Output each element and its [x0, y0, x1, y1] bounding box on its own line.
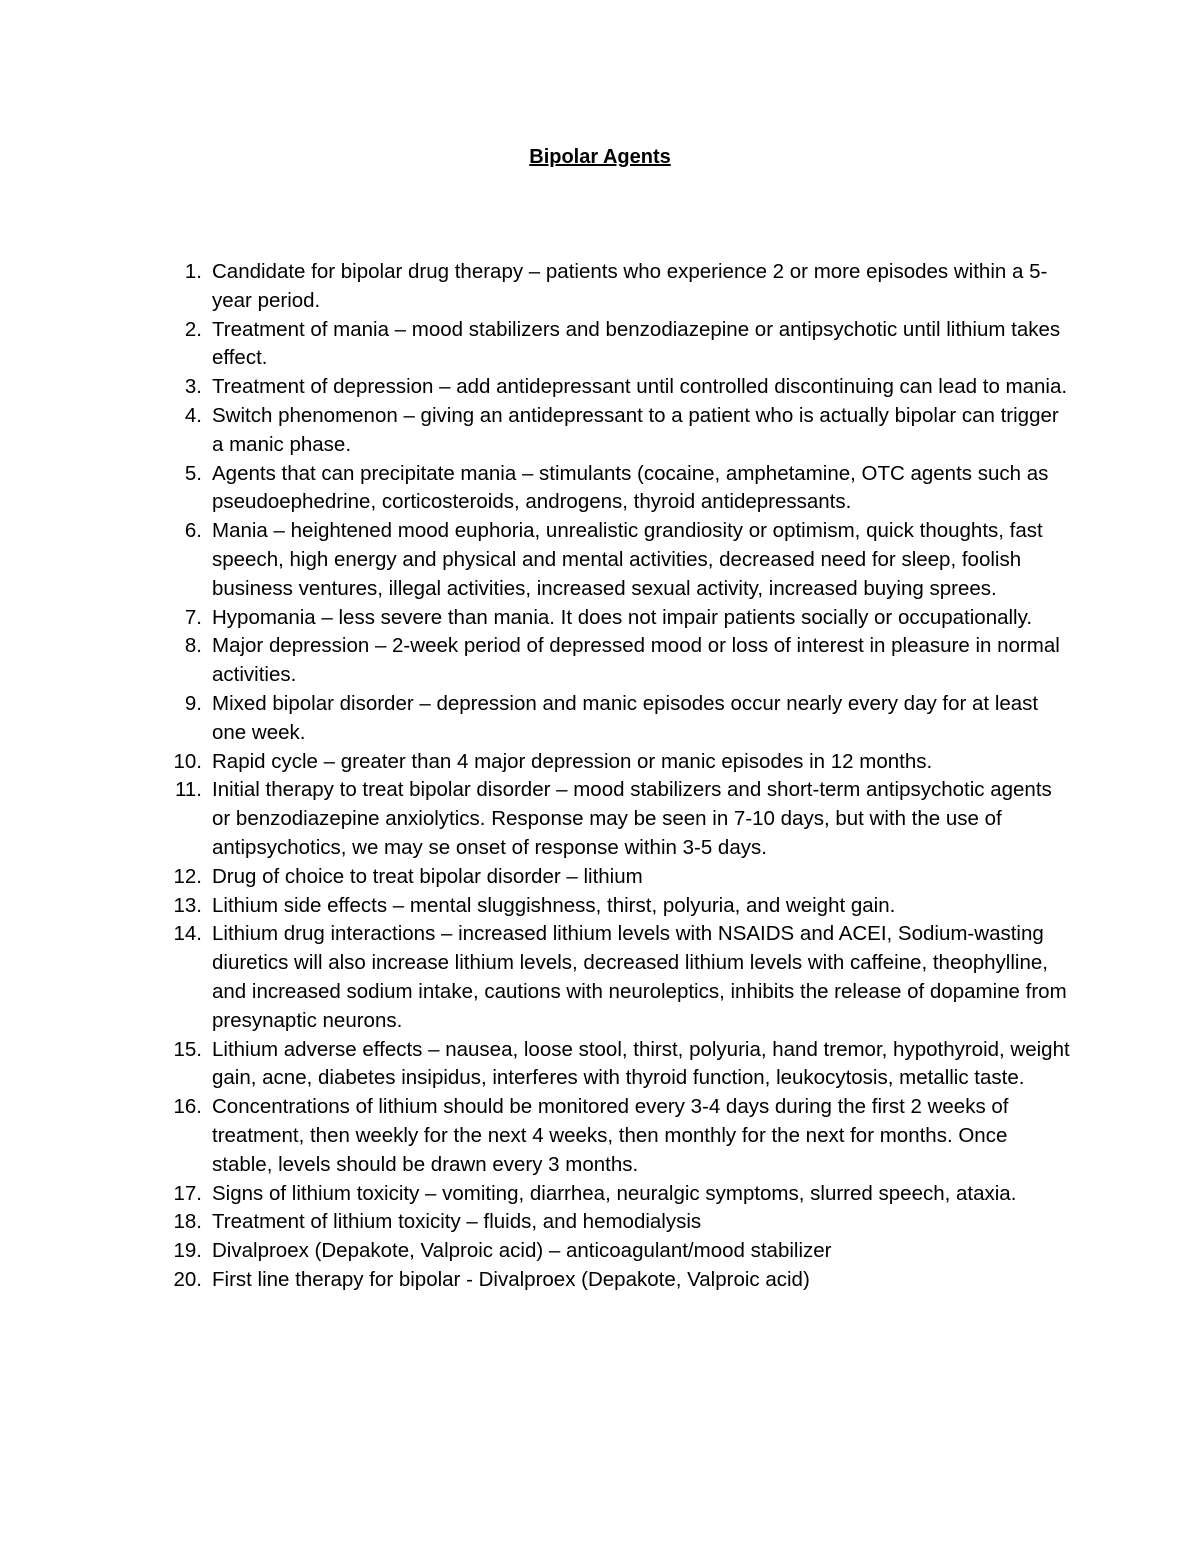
list-item-text: Drug of choice to treat bipolar disorder – lithium: [212, 864, 643, 888]
list-item-number: [130, 373, 212, 402]
list-item-number: [130, 316, 212, 374]
list-item-number: [130, 892, 212, 921]
list-item-text: Mixed bipolar disorder – depression and manic episodes occur nearly every day for at least one week.: [212, 691, 1039, 744]
list-item: [130, 1036, 1070, 1094]
list-item-number-label: 5.: [184, 461, 202, 485]
list-item-number-label: 9.: [184, 691, 202, 715]
list-item-number-label: 3.: [184, 375, 202, 399]
list-item-number: [130, 748, 212, 777]
list-item-number-label: 13.: [173, 893, 202, 917]
list-item: [130, 748, 1070, 777]
list-item-number-label: 15.: [173, 1037, 202, 1061]
list-item-number-label: 18.: [173, 1210, 202, 1234]
list-item-text: Switch phenomenon – giving an antidepressant to a patient who is actually bipolar can trigger a manic phase.: [212, 403, 1059, 456]
list-item-number: [130, 1266, 212, 1295]
list-item-number: [130, 632, 212, 690]
list-item-number-label: 16.: [173, 1095, 202, 1119]
list-item: [130, 690, 1070, 748]
list-item-text: Concentrations of lithium should be monitored every 3-4 days during the first 2 weeks of treatment, then weekly for the next 4 weeks, then monthly for the next for months. Once stable, levels should be drawn every 3 months.: [212, 1095, 1009, 1176]
list-item: [130, 1208, 1070, 1237]
list-item-text: First line therapy for bipolar - Divalproex (Depakote, Valproic acid): [212, 1267, 810, 1291]
list-item: [130, 863, 1070, 892]
list-item-number-label: 12.: [173, 864, 202, 888]
list-item-text: Rapid cycle – greater than 4 major depression or manic episodes in 12 months.: [212, 749, 933, 773]
list-item-number-label: 4.: [184, 403, 202, 427]
list-item-number: [130, 920, 212, 1035]
list-item: [130, 632, 1070, 690]
list-item-text: Treatment of mania – mood stabilizers and benzodiazepine or antipsychotic until lithium takes effect.: [212, 317, 1061, 370]
list-item: [130, 1237, 1070, 1266]
document-title: Bipolar Agents: [529, 146, 671, 168]
numbered-list: [130, 258, 1070, 1295]
list-item: [130, 1266, 1070, 1295]
list-item-number: [130, 1093, 212, 1179]
list-item-number: [130, 1237, 212, 1266]
list-item: [130, 776, 1070, 862]
list-item-number-label: 7.: [184, 605, 202, 629]
list-item-text: Lithium side effects – mental sluggishness, thirst, polyuria, and weight gain.: [212, 893, 896, 917]
list-item-text: Major depression – 2-week period of depressed mood or loss of interest in pleasure in normal activities.: [212, 634, 1060, 687]
list-item-text: Candidate for bipolar drug therapy – patients who experience 2 or more episodes within a 5-year period.: [212, 260, 1048, 312]
list-item-number: [130, 604, 212, 633]
list-item: [130, 373, 1070, 402]
list-item: [130, 1180, 1070, 1209]
list-item-number-label: 17.: [173, 1181, 202, 1205]
list-item-text: Hypomania – less severe than mania. It does not impair patients socially or occupationally.: [212, 605, 1033, 629]
list-item: [130, 258, 1070, 316]
list-item: [130, 892, 1070, 921]
list-item-text: Initial therapy to treat bipolar disorder – mood stabilizers and short-term antipsychotic agents or benzodiazepine anxiolytics. Response may be seen in 7-10 days, but with the use of antipsychotics, we may se onset of response within 3-5 days.: [212, 778, 1052, 859]
list-item-text: Lithium drug interactions – increased lithium levels with NSAIDS and ACEI, Sodium-wasting diuretics will also increase lithium levels, decreased lithium levels with caffeine, theophylline, and increased sodium intake, cautions with neuroleptics, inhibits the release of dopamine from presynaptic neurons.: [212, 922, 1067, 1032]
list-item-text: Lithium adverse effects – nausea, loose stool, thirst, polyuria, hand tremor, hypothyroid, weight gain, acne, diabetes insipidus, interferes with thyroid function, leukocytosis, metallic taste.: [212, 1037, 1070, 1090]
list-item-number-label: 20.: [173, 1267, 202, 1291]
list-item-text: Mania – heightened mood euphoria, unrealistic grandiosity or optimism, quick thoughts, fast speech, high energy and physical and mental activities, decreased need for sleep, foolish business ventures, illegal activities, increased sexual activity, increased buying sprees.: [212, 519, 1043, 600]
list-item-number: [130, 1180, 212, 1209]
list-item-number-label: 14.: [173, 922, 202, 946]
list-item-number: [130, 1208, 212, 1237]
list-item-number: [130, 258, 212, 316]
list-item-number: [130, 1036, 212, 1094]
list-item-number: [130, 776, 212, 862]
list-item-number-label: 19.: [173, 1239, 202, 1263]
list-item-number-label: 8.: [184, 634, 202, 658]
list-item-number-label: 1.: [184, 260, 202, 283]
list-item-number: [130, 517, 212, 603]
list-item-number: [130, 402, 212, 460]
list-item: [130, 402, 1070, 460]
list-item-text: Agents that can precipitate mania – stimulants (cocaine, amphetamine, OTC agents such as pseudoephedrine, corticosteroids, androgens, thyroid antidepressants.: [212, 461, 1049, 514]
list-item: [130, 517, 1070, 603]
list-item-text: Treatment of lithium toxicity – fluids, and hemodialysis: [212, 1210, 702, 1234]
list-item-number-label: 10.: [173, 749, 202, 773]
list-item: [130, 460, 1070, 518]
list-item: [130, 920, 1070, 1035]
list-item-number-label: 6.: [184, 519, 202, 543]
list-item: [130, 604, 1070, 633]
list-item-text: Signs of lithium toxicity – vomiting, diarrhea, neuralgic symptoms, slurred speech, ataxia.: [212, 1181, 1017, 1205]
list-item-number-label: 11.: [175, 778, 202, 802]
list-item-number: [130, 863, 212, 892]
list-item-number: [130, 460, 212, 518]
list-item-text: Treatment of depression – add antidepressant until controlled discontinuing can lead to mania.: [212, 375, 1068, 399]
list-item-text: Divalproex (Depakote, Valproic acid) – anticoagulant/mood stabilizer: [212, 1239, 832, 1263]
list-item: [130, 316, 1070, 374]
list-item-number-label: 2.: [184, 317, 202, 341]
list-item: [130, 1093, 1070, 1179]
list-item-number: [130, 690, 212, 748]
